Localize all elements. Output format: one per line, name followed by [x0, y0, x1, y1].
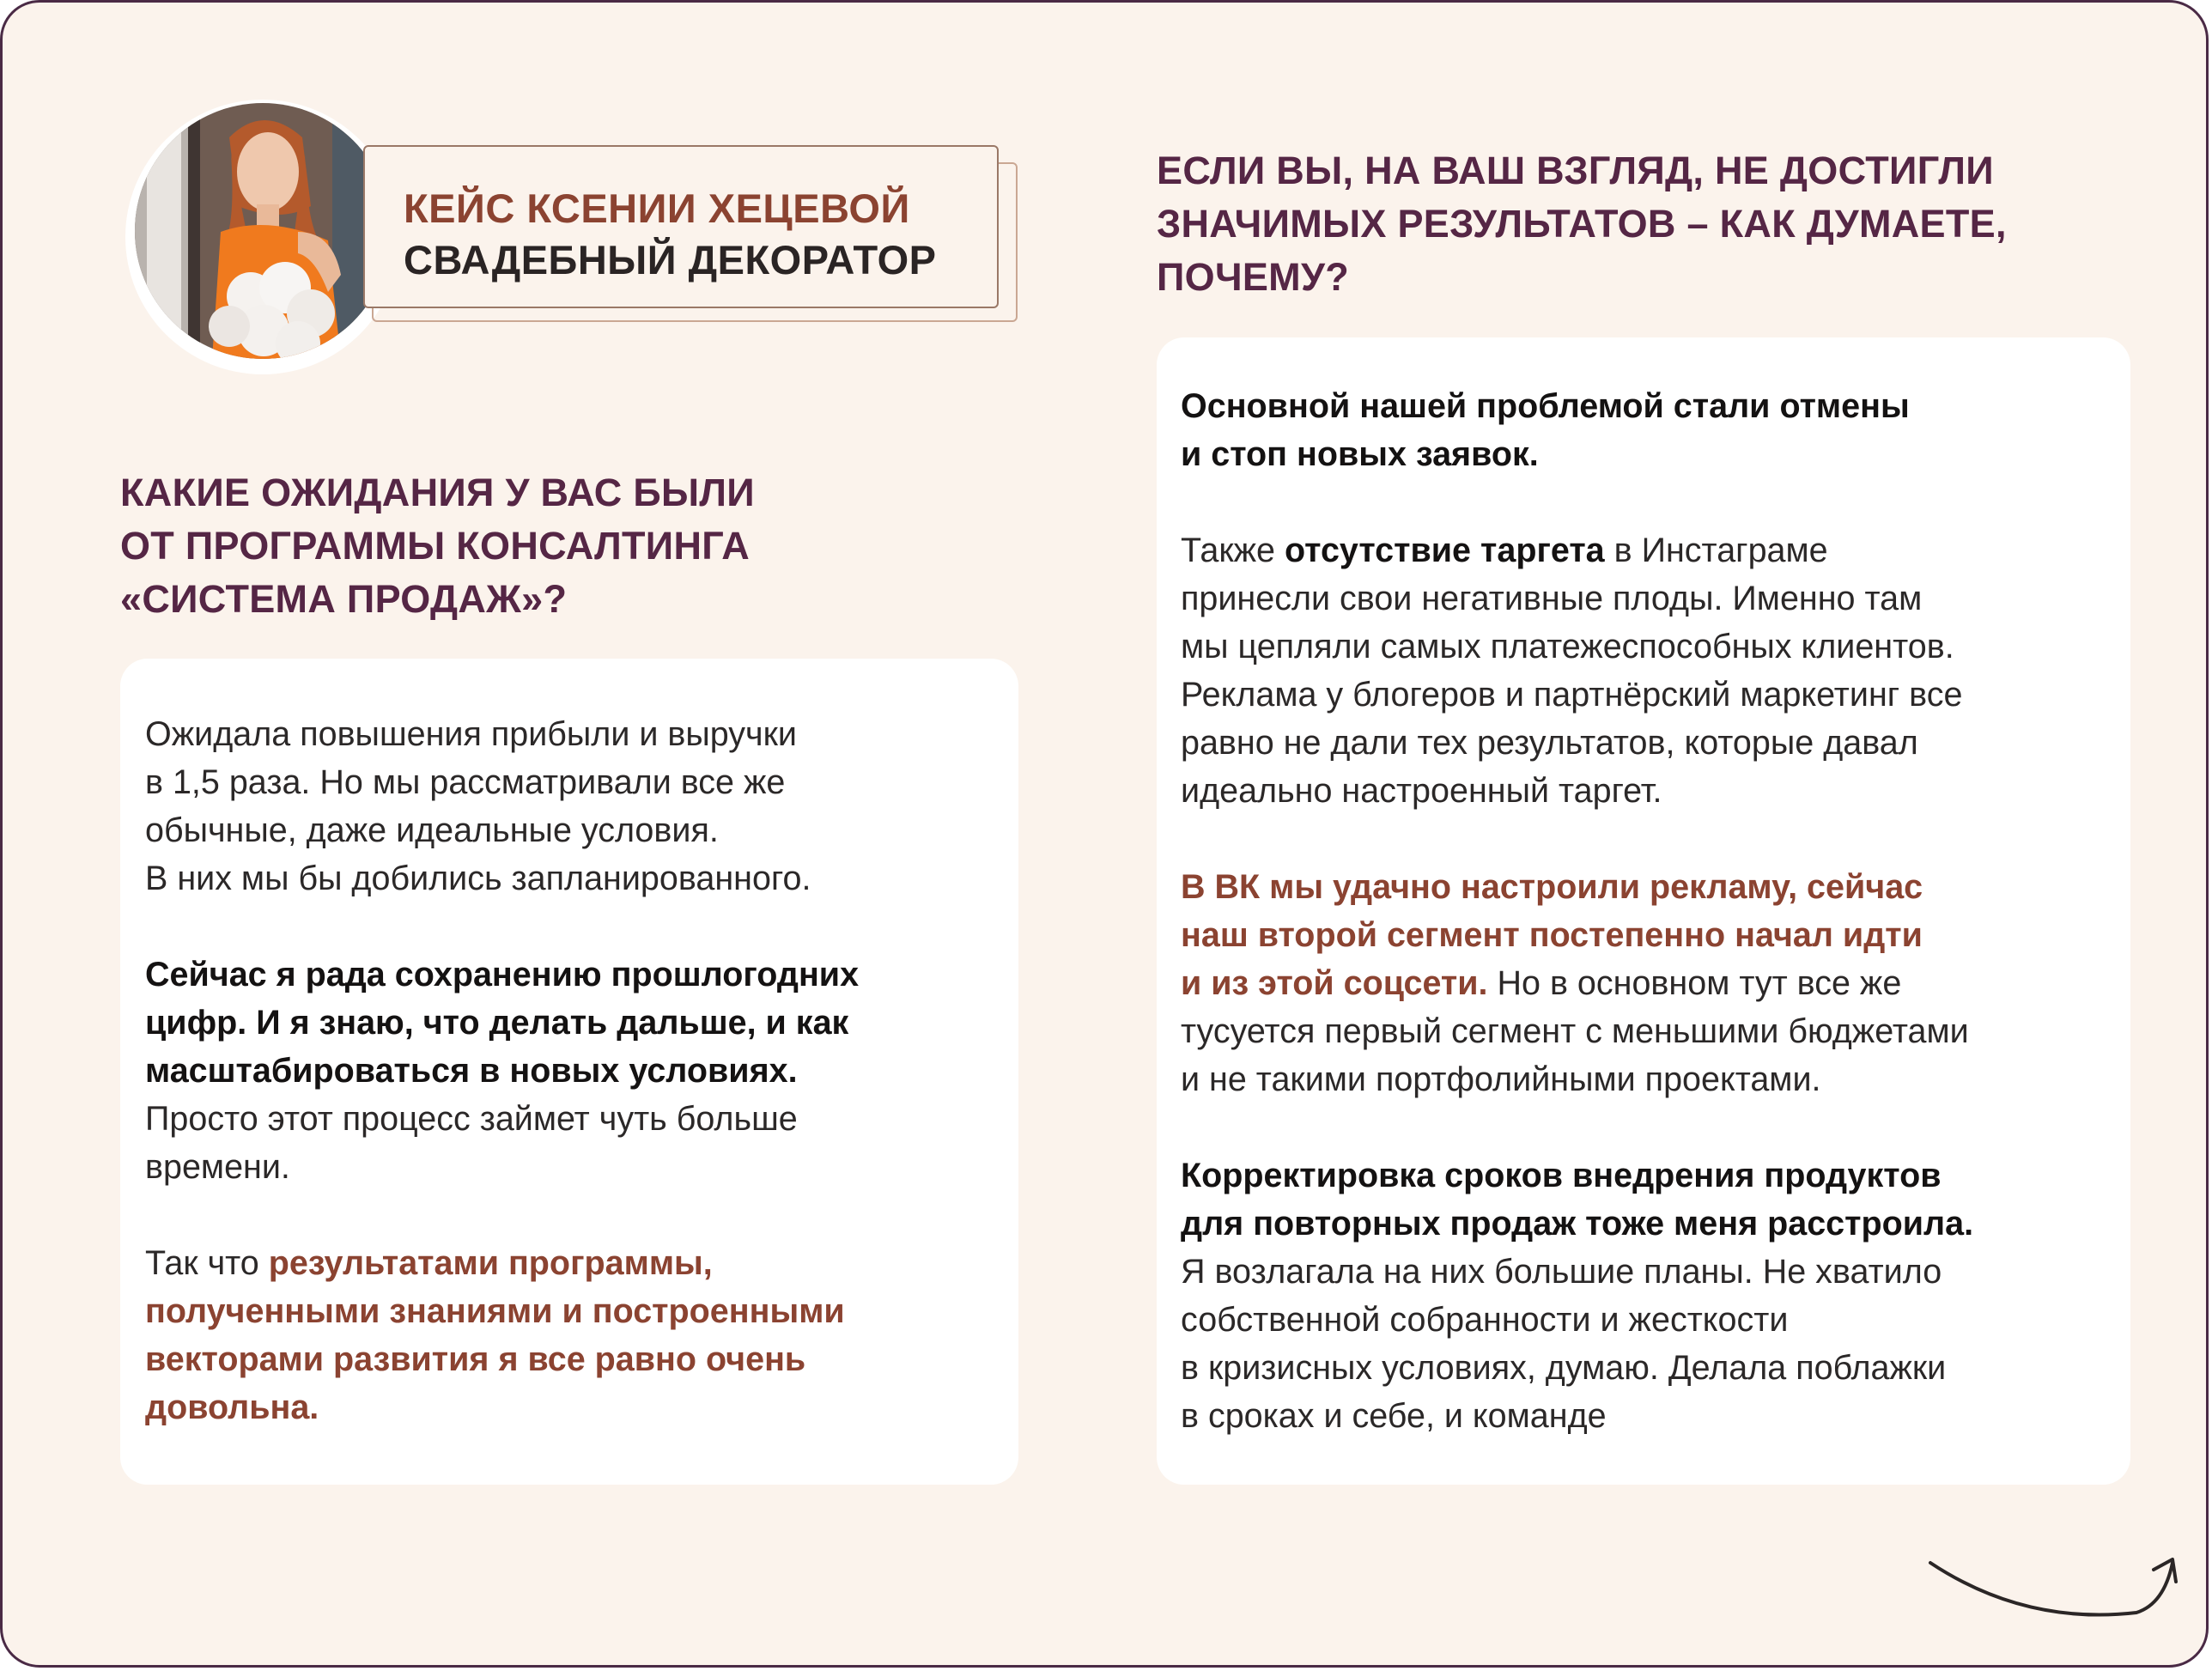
- paragraph: Также отсутствие таргета в Инстаграме принесли свои негативные плоды. Именно там мы цепляли самых платежеспособных клиентов. Реклама у блогеров и партнёрский маркетинг все равно не дали тех результатов, которые давал идеально настроенный таргет.: [1181, 532, 1963, 810]
- results-question: [1157, 144, 2007, 304]
- heading-line: КАКИЕ ОЖИДАНИЯ У ВАС БЫЛИ: [120, 471, 755, 514]
- paragraph: Сейчас я рада сохранению прошлогодних цифр. И я знаю, что делать дальше, и как масштабироваться в новых условиях. Просто этот процесс займет чуть больше времени.: [145, 956, 860, 1186]
- paragraph: Корректировка сроков внедрения продуктов для повторных продаж тоже меня расстроила. Я возлагала на них большие планы. Не хватило собственной собранности и жесткости в кризисных условиях, думаю. Делала поблажки в сроках и себе, и команде: [1181, 1157, 1974, 1435]
- heading-line: ОТ ПРОГРАММЫ КОНСАЛТИНГА: [120, 524, 750, 568]
- paragraph: Так что результатами программы, полученными знаниями и построенными векторами развития я все равно очень довольна.: [145, 1244, 845, 1426]
- expectations-question: [120, 466, 755, 626]
- results-answer-text: [1181, 382, 1973, 1440]
- heading-line: «СИСТЕМА ПРОДАЖ»?: [120, 577, 568, 621]
- curved-arrow-icon: [1922, 1544, 2179, 1630]
- heading-line: ЕСЛИ ВЫ, НА ВАШ ВЗГЛЯД, НЕ ДОСТИГЛИ: [1157, 149, 1994, 192]
- case-subtitle: СВАДЕБНЫЙ ДЕКОРАТОР: [404, 237, 937, 283]
- heading-line: ЗНАЧИМЫХ РЕЗУЛЬТАТОВ – КАК ДУМАЕТЕ,: [1157, 202, 2007, 246]
- paragraph: В ВК мы удачно настроили рекламу, сейчас наш второй сегмент постепенно начал идти и из этой соцсети. Но в основном тут все же тусуется первый сегмент с меньшими бюджетами и не такими портфолийными проектами.: [1181, 868, 1969, 1098]
- heading-line: ПОЧЕМУ?: [1157, 255, 1350, 299]
- expectations-answer-text: [145, 710, 859, 1431]
- paragraph: Ожидала повышения прибыли и выручки в 1,5 раза. Но мы рассматривали все же обычные, даже идеальные условия. В них мы бы добились запланированного.: [145, 715, 811, 897]
- case-title: КЕЙС КСЕНИИ ХЕЦЕВОЙ: [404, 185, 910, 231]
- portrait-photo-icon: [135, 103, 391, 359]
- paragraph: Основной нашей проблемой стали отмены и стоп новых заявок.: [1181, 387, 1910, 473]
